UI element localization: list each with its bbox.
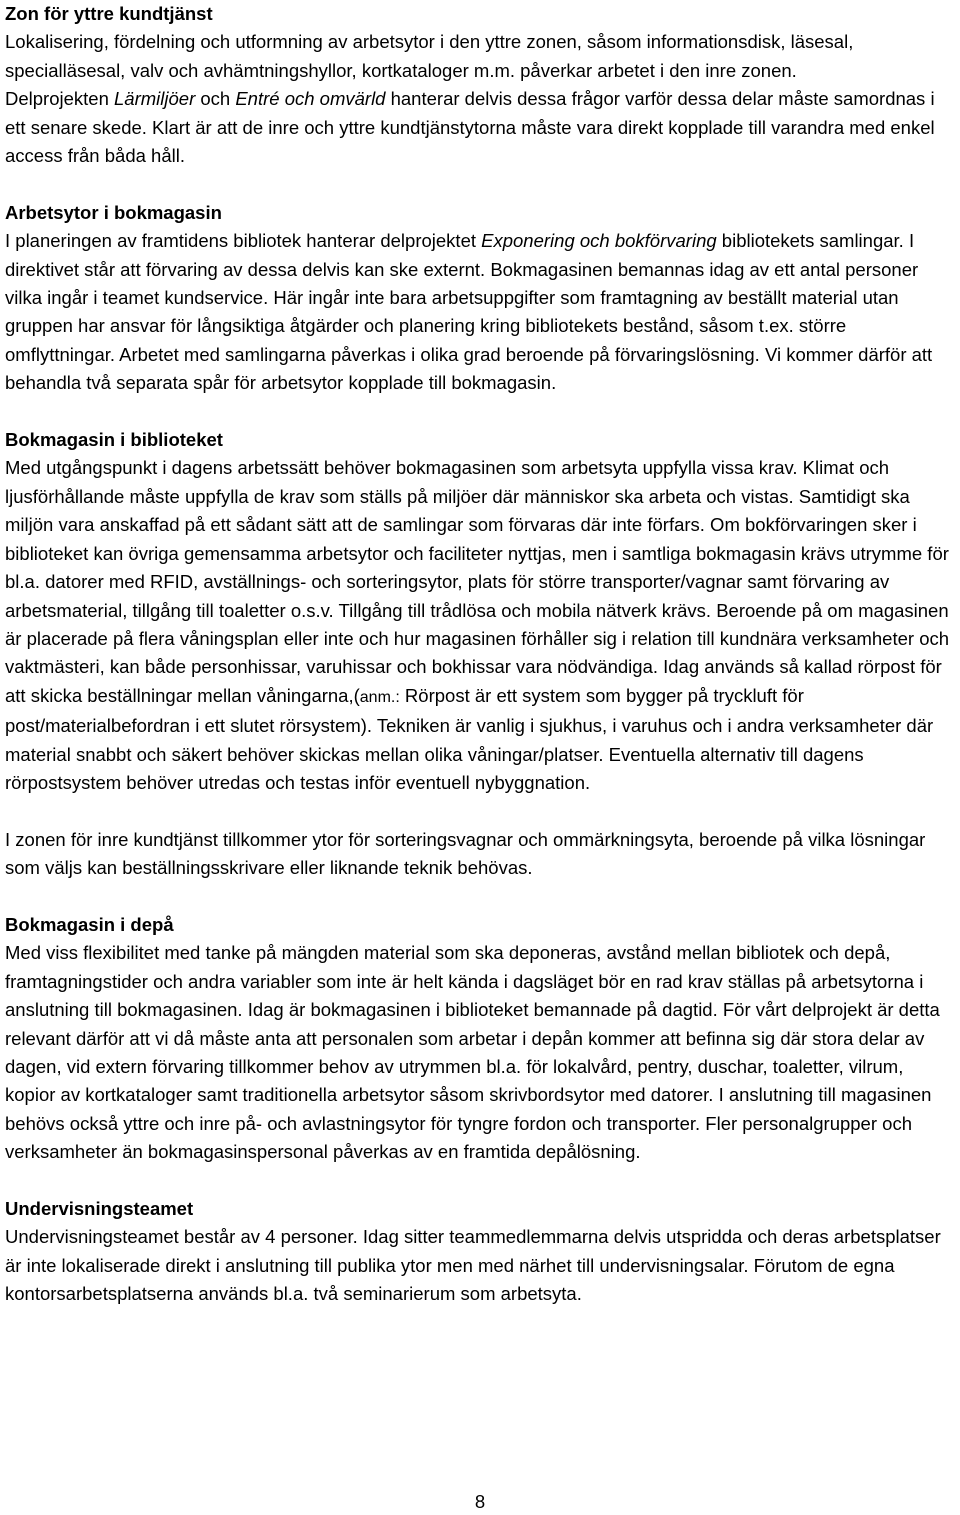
project-name-larmiljoer: Lärmiljöer <box>114 88 196 110</box>
section-title-yttre-kundtjanst: Zon för yttre kundtjänst <box>5 3 213 24</box>
paragraph <box>5 227 957 397</box>
section-title-undervisningsteamet: Undervisningsteamet <box>5 1197 194 1219</box>
paragraph <box>5 85 957 170</box>
section-title-arbetsytor: Arbetsytor i bokmagasin <box>5 201 222 223</box>
text-run: Delprojekten <box>5 88 115 110</box>
document-page <box>5 0 957 1309</box>
text-run: hanterar delvis dessa frågor varför dessa delar måste samordnas i ett senare skede. Klart är att de inre och yttre kundtjänstytorna måste vara direkt kopplade till varandra med enkel access från båda håll. <box>5 88 935 167</box>
paragraph <box>5 1223 957 1308</box>
paragraph <box>5 826 957 883</box>
spacer <box>5 797 957 825</box>
text-run: Lokalisering, fördelning och utformning av arbetsytor i den yttre zonen, såsom informationsdisk, läsesal, specialläsesal, valv och avhämtningshyllor, kortkataloger m.m. påverkar arbetet i den inre zonen. <box>5 31 854 81</box>
paragraph <box>5 939 957 1166</box>
spacer <box>5 170 957 198</box>
spacer <box>5 398 957 426</box>
text-run: Rörpost är ett system som bygger på tryckluft för post/materialbefordran i ett slutet rörsystem). Tekniken är vanlig i sjukhus, i varuhus och i andra verksamheter där material snabbt och säkert behöver skickas mellan olika våningar/platser. Eventuella alternativ till dagens rörpostsystem behöver utredas och testas inför eventuell nybyggnation. <box>5 684 934 793</box>
text-run: Med viss flexibilitet med tanke på mängden material som ska deponeras, avstånd mellan bibliotek och depå, framtagningstider och andra variabler som inte är helt kända i dagsläget bör en rad krav ställas på arbetsytorna i anslutning till bokmagasinen. Idag är bokmagasinen i biblioteket bemannade på dagtid. För vårt delprojekt är detta relevant därför att vi då måste anta att personalen som arbetar i depån kommer att befinna sig där stora delar av dagen, vid extern förvaring tillkommer behov av utrymmen bl.a. för lokalvård, pentry, duschar, toaletter, vilrum, kopior av kortkataloger samt traditionella arbetsytor såsom skrivbordsytor med datorer. I anslutning till magasinen behövs också yttre och inre på- och avlastningsytor för tyngre fordon och transporter. Fler personalgrupper och verksamheter än bokmagasinspersonal påverkas av en framtida depålösning. <box>5 942 940 1163</box>
annotation-label: anm.: <box>359 688 400 706</box>
project-name-entre: Entré och omvärld <box>235 88 386 110</box>
page-number: 8 <box>474 1491 486 1512</box>
text-run: Med utgångspunkt i dagens arbetssätt behöver bokmagasinen som arbetsyta uppfylla vissa krav. Klimat och ljusförhållande måste uppfylla de krav som ställs på miljöer där människor ska arbeta och vistas. Samtidigt ska miljön vara anskaffad på ett sådant sätt att de samlingar som förvaras där inte förfars. Om bokförvaringen sker i biblioteket kan övriga gemensamma arbetsytor och faciliteter nyttjas, men i samtliga bokmagasin krävs utrymme för bl.a. datorer med RFID, avställnings- och sorteringsytor, plats för större transporter/vagnar samt förvaring av arbetsmaterial, tillgång till toaletter o.s.v. Tillgång till trådlösa och mobila nätverk krävs. Beroende på om magasinen är placerade på flera våningsplan eller inte och hur magasinen förhåller sig i relation till kundnära verksamheter och vaktmästeri, kan både personhissar, varuhissar och bokhissar vara nödvändiga. Idag används så kallad rörpost för att skicka beställningar mellan våningarna,( <box>5 457 950 706</box>
text-run: I planeringen av framtidens bibliotek hanterar delprojektet <box>5 230 482 252</box>
section-title-bokmagasin-biblioteket: Bokmagasin i biblioteket <box>5 429 223 451</box>
spacer <box>5 1167 957 1195</box>
spacer <box>5 883 957 911</box>
text-run: I zonen för inre kundtjänst tillkommer ytor för sorteringsvagnar och ommärkningsyta, beroende på vilka lösningar som väljs kan beställningsskrivare eller liknande teknik behövas. <box>5 828 926 879</box>
paragraph <box>5 454 957 797</box>
text-run: bibliotekets samlingar. I direktivet står att förvaring av dessa delvis kan ske externt. Bokmagasinen bemannas idag av ett antal personer vilka ingår i teamet kundservice. Här ingår inte bara arbetsuppgifter som framtagning av beställt material utan gruppen har ansvar för långsiktiga åtgärder och planering kring bibliotekets bestånd, såsom t.ex. större omflyttningar. Arbetet med samlingarna påverkas i olika grad beroende på förvaringslösning. Vi kommer därför att behandla två separata spår för arbetsytor kopplade till bokmagasin. <box>5 230 933 394</box>
text-run: Undervisningsteamet består av 4 personer. Idag sitter teammedlemmarna delvis utspridda och deras arbetsplatser är inte lokaliserade direkt i anslutning till publika ytor men med närhet till undervisningsalar. Förutom de egna kontorsarbetsplatserna används bl.a. två seminarierum som arbetsyta. <box>5 1226 941 1305</box>
text-run: och <box>195 88 236 110</box>
section-title-bokmagasin-depa: Bokmagasin i depå <box>5 913 174 935</box>
project-name-exponering: Exponering och bokförvaring <box>481 230 717 252</box>
paragraph <box>5 28 957 85</box>
